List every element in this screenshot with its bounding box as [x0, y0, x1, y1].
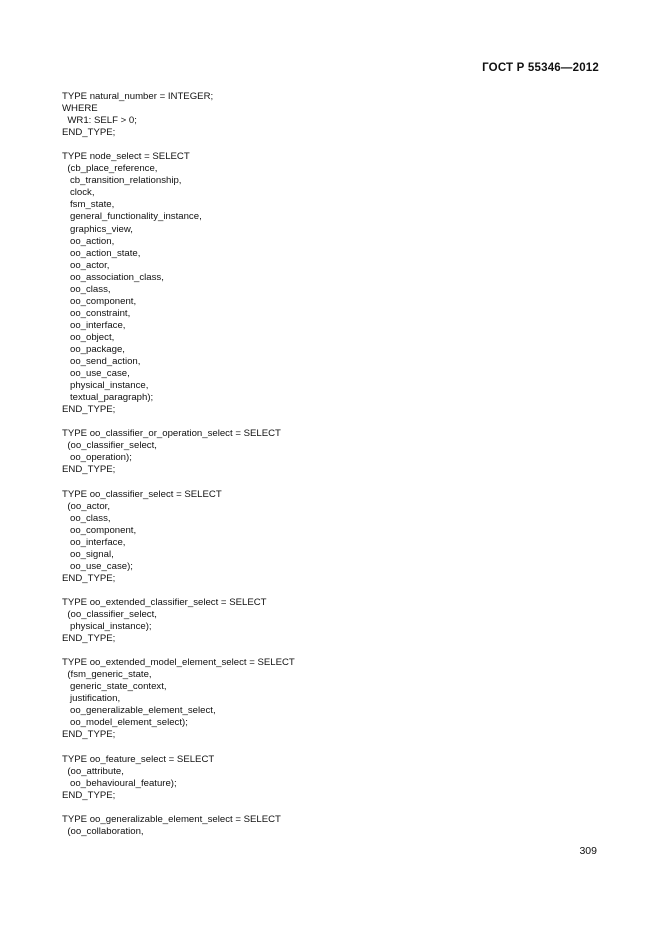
document-header: ГОСТ Р 55346—2012 [482, 62, 599, 74]
code-line: physical_instance, [62, 380, 149, 392]
code-line: justification, [62, 693, 121, 705]
code-line: WR1: SELF > 0; [62, 115, 137, 127]
code-line: oo_component, [62, 295, 137, 307]
code-line: END_TYPE; [62, 729, 116, 741]
code-line: (oo_collaboration, [62, 825, 144, 837]
blank-line [62, 585, 599, 597]
code-line: (oo_classifier_select, [62, 609, 157, 621]
code-line: generic_state_context, [62, 681, 167, 693]
blank-line [62, 477, 599, 489]
code-line: oo_use_case, [62, 368, 130, 380]
code-line: oo_action_state, [62, 247, 141, 259]
code-line: oo_model_element_select); [62, 717, 188, 729]
code-line: TYPE oo_feature_select = SELECT [62, 753, 215, 765]
code-line: oo_behavioural_feature); [62, 777, 177, 789]
code-line: TYPE natural_number = INTEGER; [62, 91, 214, 102]
code-line: oo_object, [62, 331, 115, 343]
code-line: oo_actor, [62, 259, 110, 271]
code-line: oo_class, [62, 512, 111, 524]
code-line: TYPE oo_classifier_or_operation_select = SELECT [62, 428, 281, 440]
code-line: (oo_actor, [62, 500, 110, 512]
code-line: TYPE oo_extended_classifier_select = SELECT [62, 596, 267, 608]
code-line: oo_send_action, [62, 356, 141, 368]
code-line: textual_paragraph); [62, 392, 154, 404]
code-line: oo_interface, [62, 319, 126, 331]
code-line: general_functionality_instance, [62, 211, 202, 223]
code-line: END_TYPE; [62, 633, 116, 645]
code-line: physical_instance); [62, 621, 152, 633]
code-line: oo_interface, [62, 536, 126, 548]
code-line: graphics_view, [62, 223, 133, 235]
code-line: END_TYPE; [62, 127, 116, 139]
code-line: oo_component, [62, 524, 137, 536]
code-line: END_TYPE; [62, 789, 116, 801]
code-line: oo_operation); [62, 452, 132, 464]
code-line: TYPE oo_generalizable_element_select = SELECT [62, 813, 281, 825]
express-code-listing [62, 91, 599, 838]
code-line: oo_use_case); [62, 560, 133, 572]
code-line: TYPE node_select = SELECT [62, 151, 190, 163]
code-line: oo_package, [62, 343, 125, 355]
blank-line [62, 802, 599, 814]
code-line: oo_action, [62, 235, 115, 247]
page-number: 309 [579, 845, 597, 857]
code-line: TYPE oo_classifier_select = SELECT [62, 488, 222, 500]
code-line: END_TYPE; [62, 404, 116, 416]
code-line: oo_generalizable_element_select, [62, 705, 216, 717]
code-line: END_TYPE; [62, 572, 116, 584]
blank-line [62, 645, 599, 657]
code-line: (fsm_generic_state, [62, 669, 152, 681]
code-line: END_TYPE; [62, 464, 116, 476]
code-line: TYPE oo_extended_model_element_select = SELECT [62, 657, 295, 669]
code-line: (oo_classifier_select, [62, 440, 157, 452]
code-line: (cb_place_reference, [62, 163, 158, 175]
code-line: oo_signal, [62, 548, 114, 560]
code-line: fsm_state, [62, 199, 115, 211]
blank-line [62, 416, 599, 428]
code-line: oo_association_class, [62, 271, 164, 283]
code-line: cb_transition_relationship, [62, 175, 182, 187]
code-line: oo_class, [62, 283, 111, 295]
code-line: clock, [62, 187, 95, 199]
code-line: WHERE [62, 103, 98, 115]
code-line: oo_constraint, [62, 307, 131, 319]
blank-line [62, 139, 599, 151]
blank-line [62, 742, 599, 754]
code-line: (oo_attribute, [62, 765, 124, 777]
